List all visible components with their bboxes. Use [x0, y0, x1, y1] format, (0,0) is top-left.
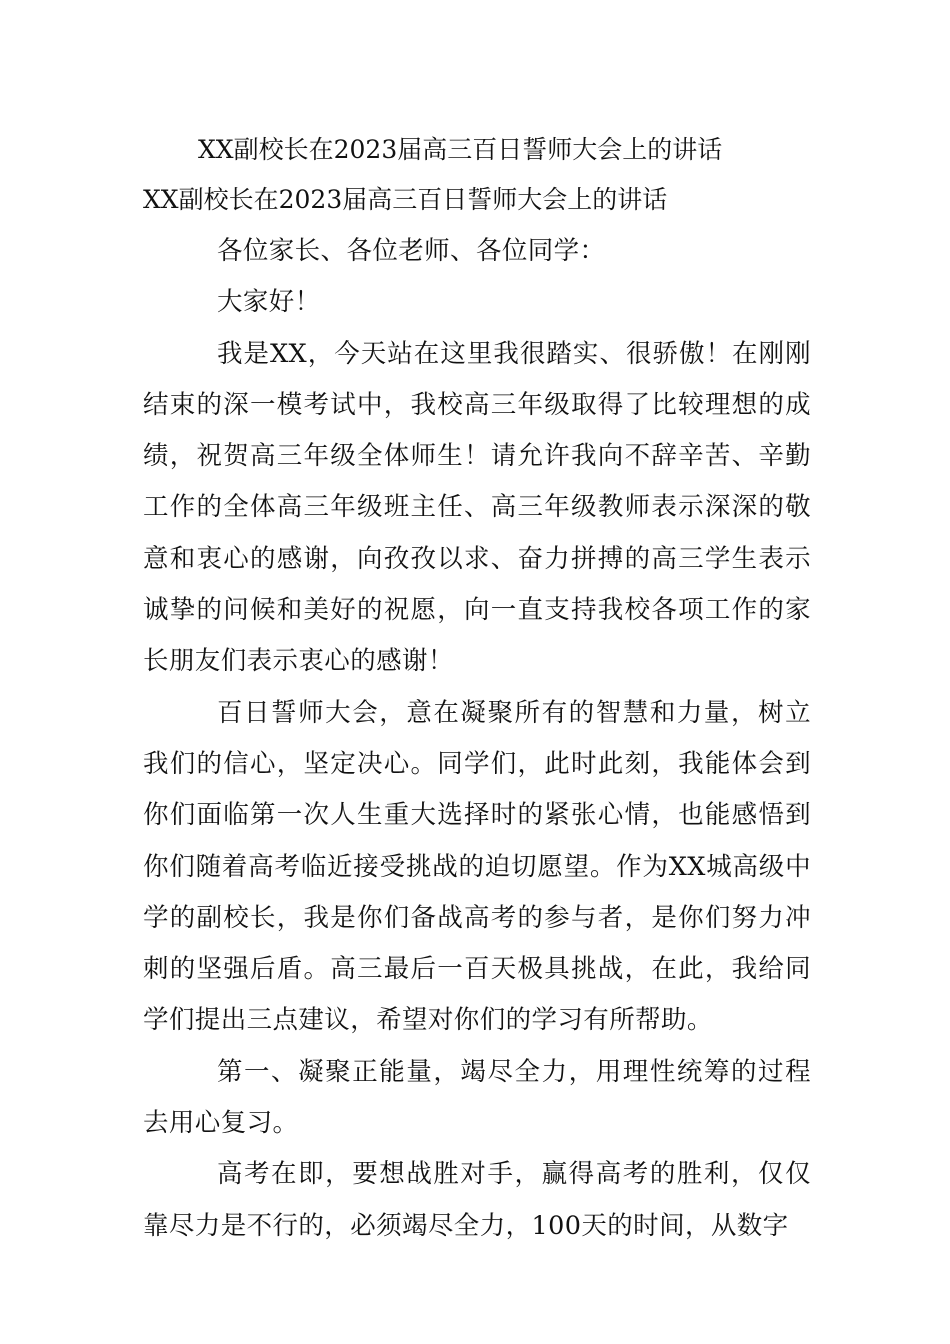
greeting: 大家好！: [216, 287, 321, 318]
section-heading: 第一、凝聚正能量，竭尽全力，用理性统筹的过程去用心复习。: [143, 1056, 811, 1139]
body-paragraph: 高考在即，要想战胜对手，赢得高考的胜利，仅仅靠尽力是不行的，必须竭尽全力，100天的时间，从数字: [143, 1159, 811, 1241]
document-title: XX副校长在2023届高三百日誓师大会上的讲话: [198, 135, 723, 164]
body-paragraph: 百日誓师大会，意在凝聚所有的智慧和力量，树立我们的信心，坚定决心。同学们，此时此刻，我能体会到你们面临第一次人生重大选择时的紧张心情，也能感悟到你们随着高考临近接受挑战的迫切愿望。作为XX城高级中学的副校长，我是你们备战高考的参与者，是你们努力冲刺的坚强后盾。高三最后一百天极具挑战，在此，我给同学们提出三点建议，希望对你们的学习有所帮助。: [143, 697, 811, 1036]
body-paragraph: 我是XX，今天站在这里我很踏实、很骄傲！在刚刚结束的深一模考试中，我校高三年级取得了比较理想的成绩，祝贺高三年级全体师生！请允许我向不辞辛苦、辛勤工作的全体高三年级班主任、高三年级教师表示深深的敬意和衷心的感谢，向孜孜以求、奋力拼搏的高三学生表示诚挚的问候和美好的祝愿，向一直支持我校各项工作的家长朋友们表示衷心的感谢！: [143, 338, 811, 677]
salutation: 各位家长、各位老师、各位同学：: [216, 236, 606, 266]
document-body: [143, 226, 811, 1252]
document-subtitle: XX副校长在2023届高三百日誓师大会上的讲话: [143, 185, 668, 214]
